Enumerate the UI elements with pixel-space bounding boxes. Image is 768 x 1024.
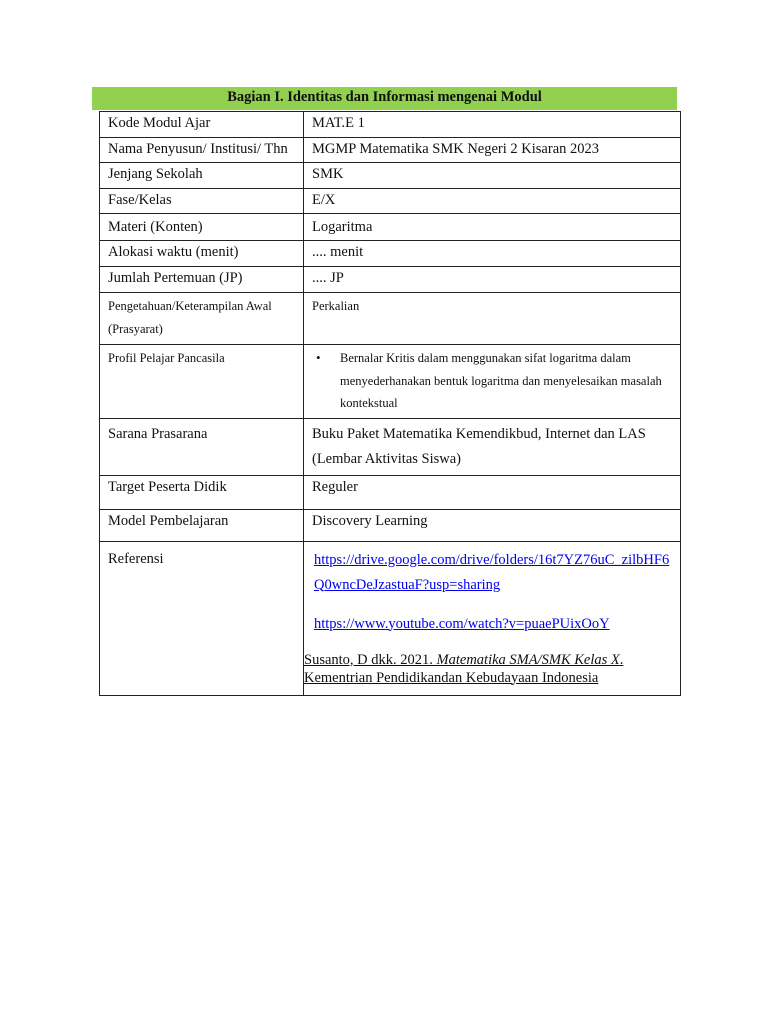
row-label: Fase/Kelas [100,189,304,214]
table-row [100,418,681,475]
row-value: SMK [304,163,681,189]
row-value: MAT.E 1 [304,112,681,138]
row-label: Target Peserta Didik [100,475,304,509]
row-label: Jenjang Sekolah [100,163,304,189]
row-label: Sarana Prasarana [100,418,304,475]
table-row [100,214,681,241]
table-row [100,293,681,345]
list-item: • Bernalar Kritis dalam menggunakan sifat logaritma dalam menyederhanakan bentuk logaritma dan menyelesaikan masalah kontekstual [340,347,674,415]
reference-link[interactable]: https://drive.google.com/drive/folders/16t7YZ76uC_zilbHF6Q0wncDeJzastuaF?usp=sharing [314,551,670,593]
row-value: Perkalian [304,293,681,345]
table-row [100,163,681,189]
row-label: Pengetahuan/Keterampilan Awal (Prasyarat) [100,293,304,345]
row-label: Profil Pelajar Pancasila [100,345,304,419]
table-row [100,475,681,509]
row-value: Logaritma [304,214,681,241]
table-row [100,138,681,163]
table-row [100,345,681,419]
table-row [100,112,681,138]
citation-book-title: Matematika SMA/SMK Kelas X [436,651,620,668]
row-value [304,345,681,419]
table-row [100,541,681,695]
row-label: Model Pembelajaran [100,509,304,541]
row-value: .... JP [304,267,681,293]
row-label: Alokasi waktu (menit) [100,241,304,267]
row-value: E/X [304,189,681,214]
references-cell [304,541,681,695]
section-title: Bagian I. Identitas dan Informasi mengenai Modul [92,87,677,110]
row-label: Referensi [100,541,304,695]
citation-tail: . Kementrian Pendidikandan Kebudayaan Indonesia [304,651,624,686]
row-value: MGMP Matematika SMK Negeri 2 Kisaran 2023 [304,138,681,163]
table-row [100,509,681,541]
row-label: Materi (Konten) [100,214,304,241]
row-label: Nama Penyusun/ Institusi/ Thn [100,138,304,163]
row-value: Reguler [304,475,681,509]
row-value: .... menit [304,241,681,267]
row-value: Buku Paket Matematika Kemendikbud, Internet dan LAS (Lembar Aktivitas Siswa) [304,418,681,475]
reference-link[interactable]: https://www.youtube.com/watch?v=puaePUixOoY [314,615,610,632]
bullet-list [312,347,674,415]
module-identity-table [99,111,681,696]
citation [304,651,674,687]
table-row [100,189,681,214]
row-label: Kode Modul Ajar [100,112,304,138]
table-row [100,267,681,293]
citation-authors: Susanto, D dkk. 2021. [304,651,437,668]
row-label: Jumlah Pertemuan (JP) [100,267,304,293]
row-value: Discovery Learning [304,509,681,541]
table-row [100,241,681,267]
